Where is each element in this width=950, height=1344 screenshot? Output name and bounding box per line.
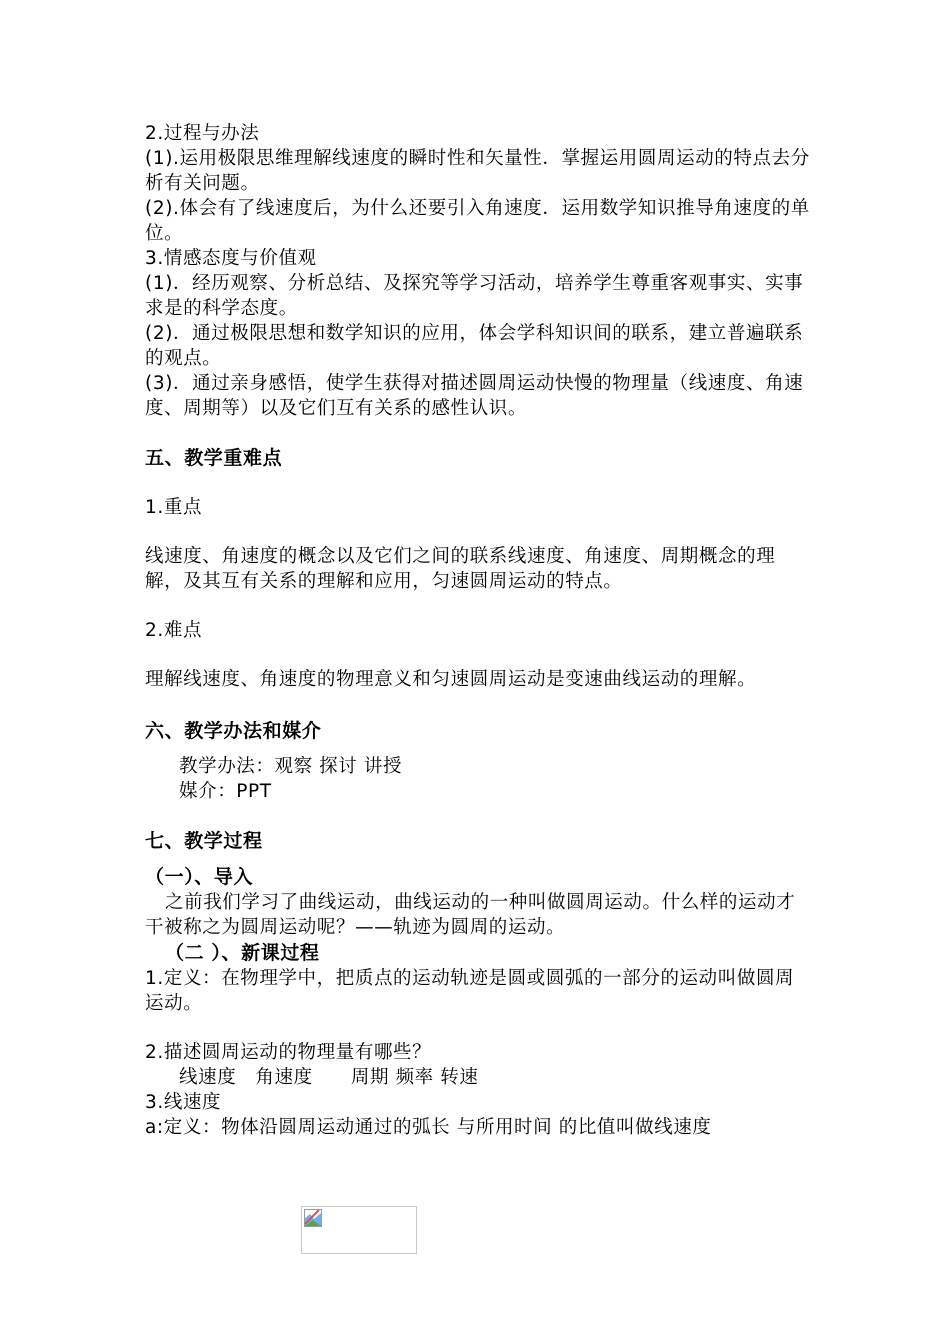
key-point-title: 1.重点 <box>145 497 203 518</box>
emotion-item-3: (3)．通过亲身感悟，使学生获得对描述圆周运动快慢的物理量（线速度、角速度、周期等）以及它们互有关系的感性认识。 <box>145 373 804 419</box>
definition-text: 1.定义：在物理学中，把质点的运动轨迹是圆或圆弧的一部分的运动叫做圆周运动。 <box>145 968 795 1014</box>
section-6-heading: 六、教学办法和媒介 <box>145 720 322 742</box>
difficult-point-title: 2.难点 <box>145 620 203 641</box>
emotion-item-2: (2)．通过极限思想和数学知识的应用，体会学科知识间的联系，建立普遍联系的观点。 <box>145 323 804 369</box>
quantities-answer: 线速度 角速度 周期 频率 转速 <box>179 1067 479 1088</box>
new-lesson-heading: （二 ）、新课过程 <box>165 942 320 964</box>
process-item-1: (1).运用极限思维理解线速度的瞬时性和矢量性．掌握运用圆周运动的特点去分析有关问题。 <box>145 148 810 194</box>
linear-velocity-title: 3.线速度 <box>145 1092 222 1113</box>
emotion-item-1: (1)．经历观察、分析总结、及探究等学习活动，培养学生尊重客观事实、实事求是的科学态度。 <box>145 273 804 319</box>
difficult-point-text: 理解线速度、角速度的物理意义和匀速圆周运动是变速曲线运动的理解。 <box>145 669 757 690</box>
key-point-text: 线速度、角速度的概念以及它们之间的联系线速度、角速度、周期概念的理解，及其互有关系的理解和应用，匀速圆周运动的特点。 <box>145 546 776 592</box>
section-5-heading: 五、教学重难点 <box>145 447 283 469</box>
emotion-heading: 3.情感态度与价值观 <box>145 248 317 269</box>
teaching-methods: 教学办法：观察 探讨 讲授 <box>179 756 403 777</box>
document-page <box>145 121 810 1140</box>
broken-image <box>301 1206 417 1254</box>
section-7-heading: 七、教学过程 <box>145 830 263 852</box>
broken-image-icon <box>304 1209 322 1227</box>
intro-text-content: 之前我们学习了曲线运动，曲线运动的一种叫做圆周运动。什么样的运动才干被称之为圆周运动呢？——轨迹为圆周的运动。 <box>145 892 796 938</box>
intro-text <box>145 890 810 940</box>
process-heading: 2.过程与办法 <box>145 123 260 144</box>
quantities-question: 2.描述圆周运动的物理量有哪些？ <box>145 1042 432 1063</box>
intro-heading: （一）、导入 <box>145 866 254 888</box>
process-item-2: (2).体会有了线速度后，为什么还要引入角速度．运用数学知识推导角速度的单位。 <box>145 198 810 244</box>
teaching-media: 媒介：PPT <box>179 781 272 802</box>
linear-velocity-definition: a:定义：物体沿圆周运动通过的弧长 与所用时间 的比值叫做线速度 <box>145 1117 712 1138</box>
